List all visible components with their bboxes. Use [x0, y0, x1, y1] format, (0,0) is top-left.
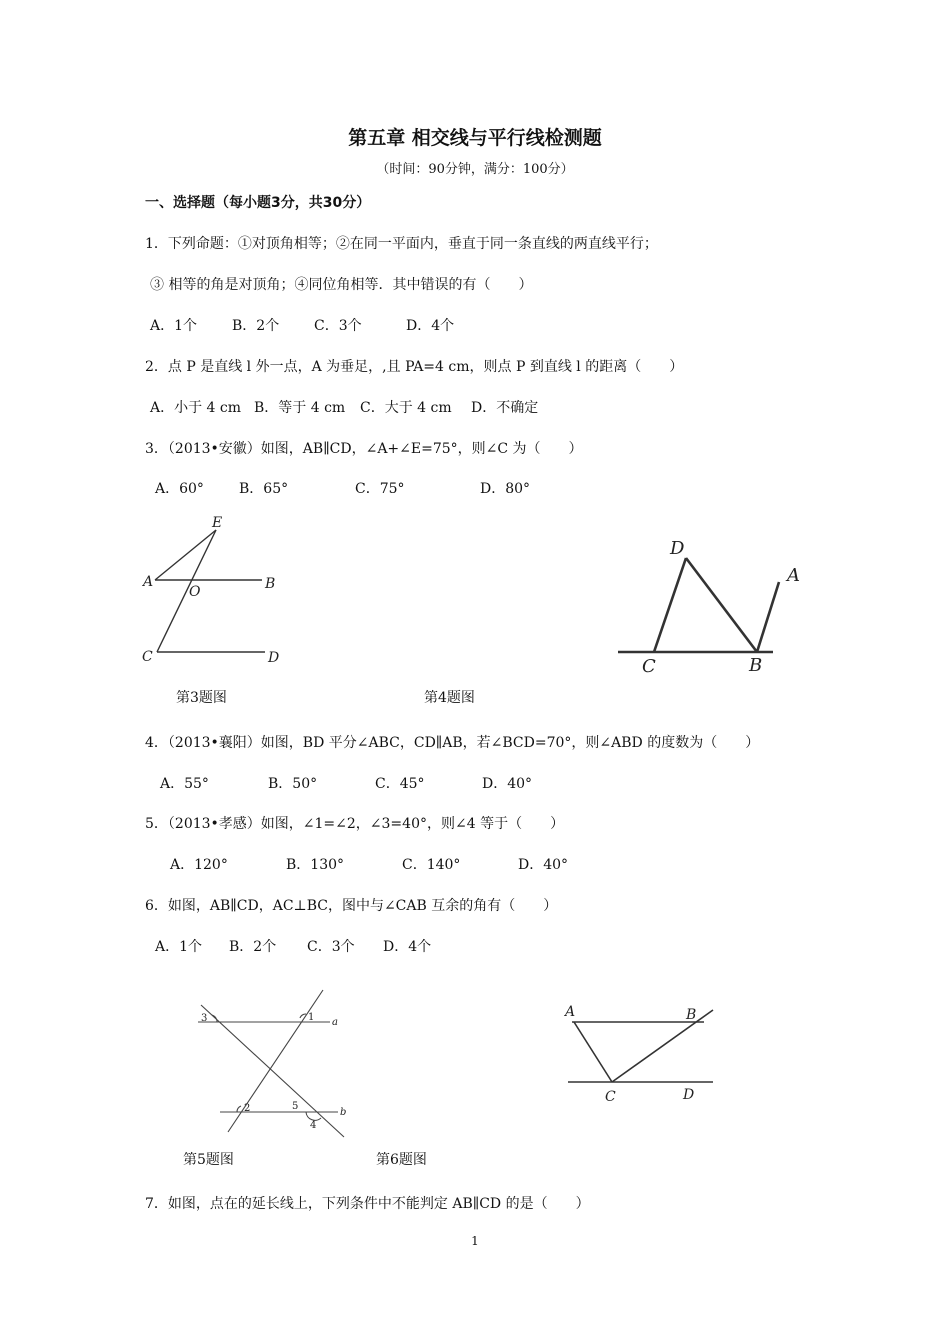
- fig5-label-2: 2: [244, 1103, 251, 1114]
- question-2-line-1: 2．点 P 是直线 l 外一点，A 为垂足，,且 PA=4 cm，则点 P 到直线 l 的距离（ ）: [145, 359, 684, 375]
- page-title: 第五章 相交线与平行线检测题: [348, 127, 602, 149]
- q1-option-d: D．4个: [406, 318, 455, 334]
- q5-option-c: C．140°: [402, 857, 461, 873]
- fig3-label-d: D: [268, 650, 280, 666]
- fig6-line-ac: [574, 1022, 612, 1082]
- fig3-label-b: B: [265, 576, 276, 592]
- question-7-line-1: 7．如图，点在的延长线上，下列条件中不能判定 AB∥CD 的是（ ）: [145, 1196, 590, 1212]
- q6-option-c: C．3个: [307, 939, 355, 955]
- fig3-label-o: O: [189, 584, 201, 600]
- q3-option-a: A．60°: [155, 481, 204, 497]
- figure-5-caption: 第5题图: [183, 1152, 234, 1168]
- q5-option-b: B．130°: [286, 857, 345, 873]
- fig5-label-1: 1: [308, 1012, 315, 1023]
- q4-option-c: C．45°: [375, 776, 425, 792]
- q6-option-d: D．4个: [383, 939, 432, 955]
- figure-6-caption: 第6题图: [376, 1152, 427, 1168]
- figure-3-caption: 第3题图: [176, 690, 227, 706]
- fig3-label-c: C: [142, 649, 153, 665]
- page-number: 1: [471, 1234, 479, 1248]
- fig4-label-b: B: [749, 655, 763, 676]
- q1-option-c: C．3个: [314, 318, 362, 334]
- fig5-label-4: 4: [310, 1120, 317, 1131]
- fig6-label-a: A: [565, 1004, 576, 1020]
- q4-option-d: D．40°: [482, 776, 533, 792]
- q5-option-a: A．120°: [170, 857, 228, 873]
- fig6-label-d: D: [683, 1087, 695, 1103]
- question-6-line-1: 6．如图，AB∥CD，AC⊥BC，图中与∠CAB 互余的角有（ ）: [145, 898, 558, 914]
- question-1-line-2: ③ 相等的角是对顶角；④同位角相等．其中错误的有（ ）: [150, 277, 533, 293]
- q6-option-b: B．2个: [229, 939, 277, 955]
- q1-option-b: B．2个: [232, 318, 280, 334]
- figure-4-caption: 第4题图: [424, 690, 475, 706]
- q3-option-d: D．80°: [480, 481, 531, 497]
- fig6-line-cb: [612, 1010, 713, 1082]
- q2-option-c: C．大于 4 cm: [360, 400, 452, 416]
- fig5-label-5: 5: [292, 1101, 299, 1112]
- q3-option-c: C．75°: [355, 481, 405, 497]
- q2-option-d: D．不确定: [471, 400, 539, 416]
- question-5-line-1: 5．（2013•孝感）如图，∠1=∠2，∠3=40°，则∠4 等于（ ）: [145, 816, 565, 832]
- q6-option-a: A．1个: [155, 939, 203, 955]
- fig4-label-d: D: [670, 538, 685, 559]
- question-3-line-1: 3．（2013•安徽）如图，AB∥CD，∠A+∠E=75°，则∠C 为（ ）: [145, 441, 583, 457]
- q5-option-d: D．40°: [518, 857, 569, 873]
- question-1-line-1: 1．下列命题：①对顶角相等；②在同一平面内，垂直于同一条直线的两直线平行；: [145, 236, 658, 252]
- fig5-label-a: a: [332, 1017, 338, 1028]
- section-heading: 一、选择题（每小题3分，共30分）: [145, 195, 371, 211]
- q1-option-a: A．1个: [150, 318, 198, 334]
- q3-option-b: B．65°: [239, 481, 289, 497]
- question-4-line-1: 4．（2013•襄阳）如图，BD 平分∠ABC，CD∥AB，若∠BCD=70°，则∠ABD 的度数为（ ）: [145, 735, 760, 751]
- q4-option-a: A．55°: [160, 776, 209, 792]
- fig3-label-a: A: [143, 574, 154, 590]
- fig5-label-b: b: [340, 1107, 347, 1118]
- fig6-label-c: C: [605, 1089, 616, 1105]
- fig3-label-e: E: [212, 515, 223, 531]
- fig4-label-c: C: [642, 656, 656, 677]
- page-subtitle: （时间：90分钟，满分：100分）: [376, 162, 574, 177]
- q2-option-a: A．小于 4 cm: [150, 400, 242, 416]
- fig6-label-b: B: [686, 1007, 697, 1023]
- q4-option-b: B．50°: [268, 776, 318, 792]
- fig4-label-a: A: [787, 565, 800, 586]
- fig5-label-3: 3: [201, 1013, 208, 1024]
- q2-option-b: B．等于 4 cm: [254, 400, 346, 416]
